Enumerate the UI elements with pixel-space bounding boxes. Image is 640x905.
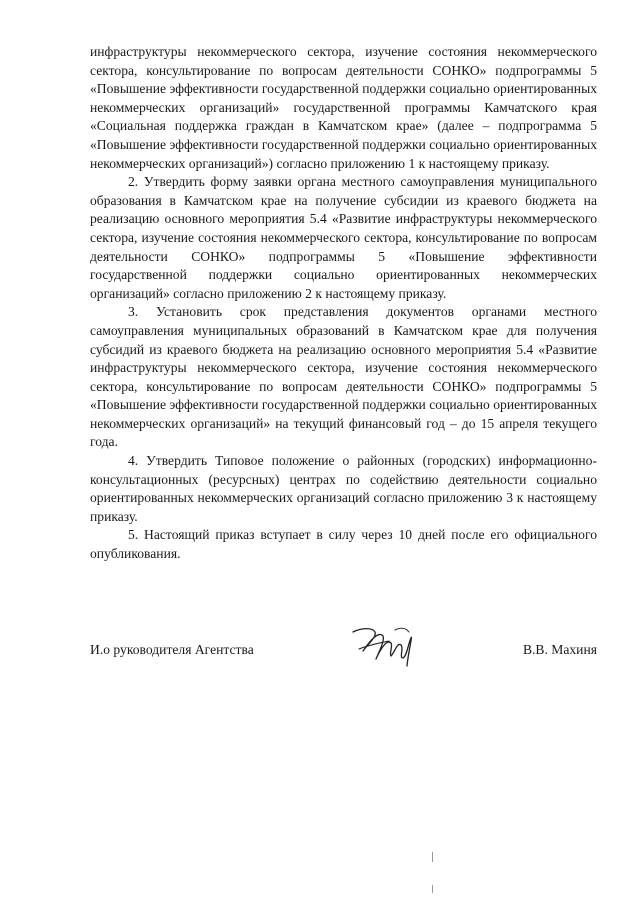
paragraph-continuation: инфраструктуры некоммерческого сектора, изучение состояния некоммерческого сектора, консультирование по вопросам деятельности СОНКО» подпрограммы 5 «Повышение эффективности государственной поддержки социально ориентированных некоммерческих организаций» государственной программы Камчатского края «Социальная поддержка граждан в Камчатском крае» (далее – подпрограмма 5 «Повышение эффективности государственной поддержки социально ориентированных некоммерческих организаций») согласно приложению 1 к настоящему приказу. <box>90 44 597 171</box>
signer-name: В.В. Махиня <box>522 642 597 657</box>
scan-artifact-mark <box>432 885 433 893</box>
paragraph-item-3: 3. Установить срок представления документов органами местного самоуправления муниципальных образований в Камчатском крае для получения субсидий из краевого бюджета на реализацию основного мероприятия 5.4 «Развитие инфраструктуры некоммерческого сектора, изучение состояния некоммерческого сектора, консультирование по вопросам деятельности СОНКО» подпрограммы 5 «Повышение эффективности государственной поддержки социально ориентированных некоммерческих организаций» на текущий финансовый год – до 15 апреля текущего года. <box>90 304 597 450</box>
paragraph-item-5: 5. Настоящий приказ вступает в силу через 10 дней после его официального опубликования. <box>90 527 597 562</box>
paragraph-item-4: 4. Утвердить Типовое положение о районных (городских) информационно-консультационных (ресурсных) центрах по содействию деятельности социально ориентированных некоммерческих организаций согласно приложению 3 к настоящему приказу. <box>90 453 597 524</box>
scan-artifact-mark <box>432 852 433 862</box>
document-body <box>90 43 597 564</box>
handwritten-signature <box>345 618 425 672</box>
paragraph-item-2: 2. Утвердить форму заявки органа местного самоуправления муниципального образования в Камчатском крае на получение субсидии из краевого бюджета на реализацию основного мероприятия 5.4 «Развитие инфраструктуры некоммерческого сектора, изучение состояния некоммерческого сектора, консультирование по вопросам деятельности СОНКО» подпрограммы 5 «Повышение эффективности государственной поддержки социально ориентированных некоммерческих организаций» согласно приложению 2 к настоящему приказу. <box>90 174 597 301</box>
signature-block <box>90 618 597 678</box>
signer-position-title: И.о руководителя Агентства <box>90 642 254 657</box>
